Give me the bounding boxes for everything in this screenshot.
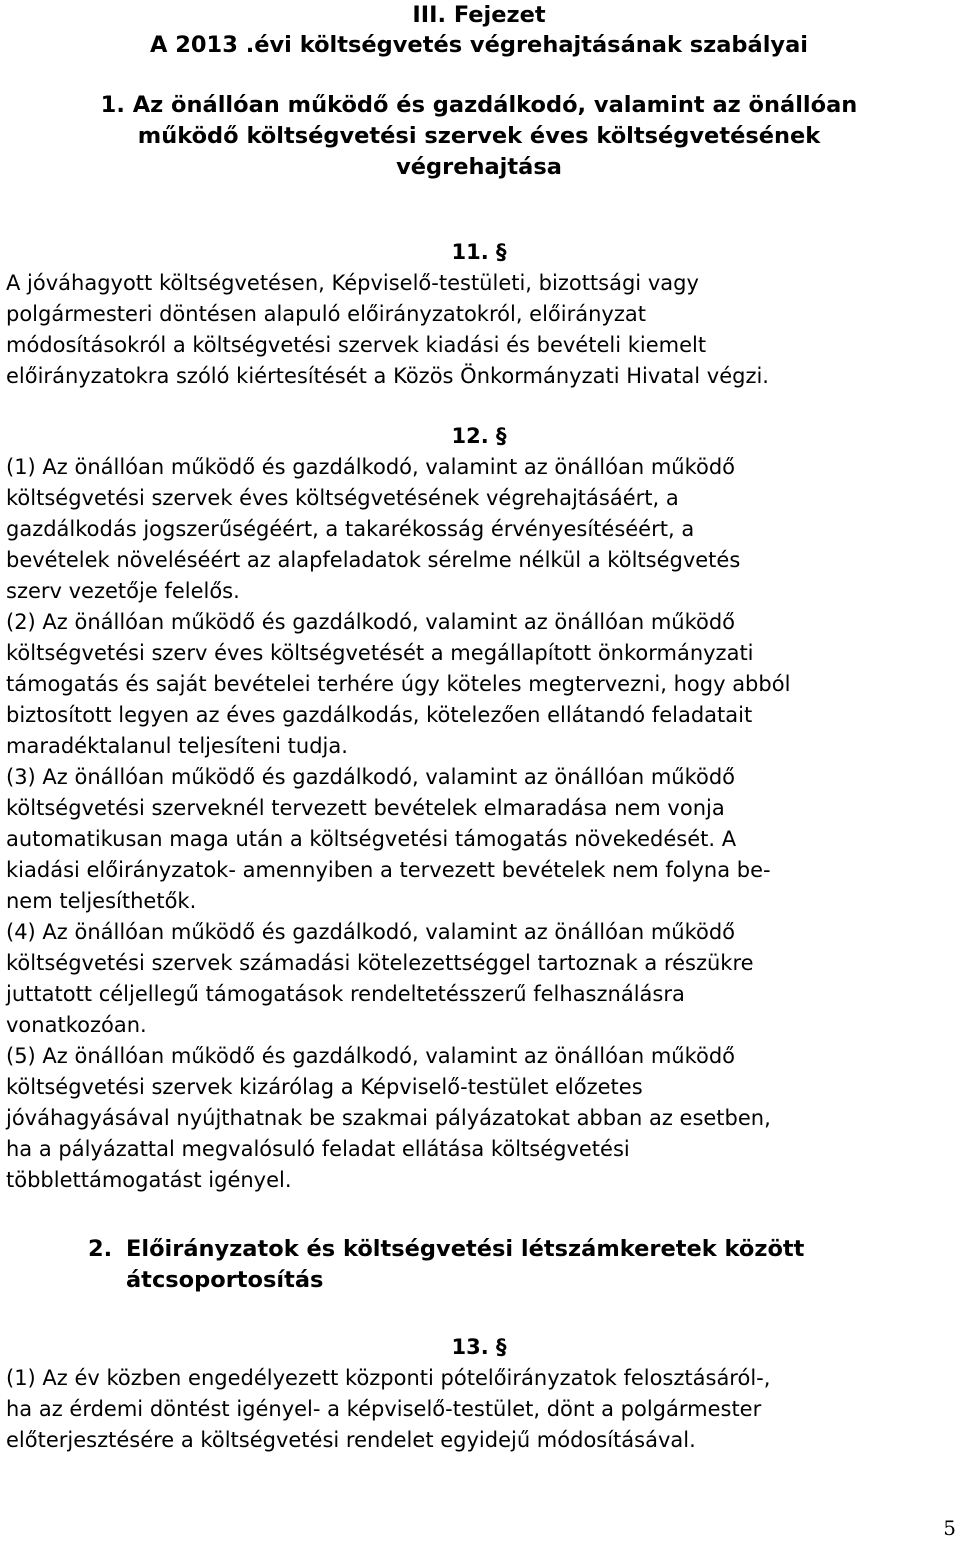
text-line: bevételek növeléséért az alapfeladatok sérelme nélkül a költségvetés (6, 548, 741, 572)
section-number: 13. (451, 1335, 489, 1359)
text-line: (2) Az önállóan működő és gazdálkodó, valamint az önállóan működő (6, 610, 736, 634)
text-line: költségvetési szerv éves költségvetését a megállapított önkormányzati (6, 641, 754, 665)
text-line: vonatkozóan. (6, 1013, 147, 1037)
text-line: gazdálkodás jogszerűségéért, a takarékosság érvényesítéséért, a (6, 517, 695, 541)
subsection-2-title (126, 1234, 804, 1296)
text-line: költségvetési szervek számadási kötelezettséggel tartoznak a részükre (6, 951, 754, 975)
section-13-number (6, 1332, 952, 1363)
text-line: maradéktalanul teljesíteni tudja. (6, 734, 348, 758)
paragraph-sign: § (496, 424, 507, 448)
text-line: A jóváhagyott költségvetésen, Képviselő-testületi, bizottsági vagy (6, 271, 699, 295)
text-line: juttatott céljellegű támogatások rendeltetésszerű felhasználásra (6, 982, 685, 1006)
section-number: 11. (451, 240, 489, 264)
text-line: (1) Az év közben engedélyezett központi pótelőirányzatok felosztásáról-, (6, 1366, 771, 1390)
paragraph-sign: § (496, 1335, 507, 1359)
text-line: szerv vezetője felelős. (6, 579, 240, 603)
text-line: ha az érdemi döntést igényel- a képviselő-testület, dönt a polgármester (6, 1397, 762, 1421)
section-number: 12. (451, 424, 489, 448)
text-line: támogatás és saját bevételei terhére úgy köteles megtervezni, hogy abból (6, 672, 791, 696)
text-line: többlettámogatást igényel. (6, 1168, 292, 1192)
chapter-subtitle: A 2013 .évi költségvetés végrehajtásának szabályai (150, 32, 808, 58)
section-11-number (6, 237, 952, 268)
text-line: előterjesztésére a költségvetési rendelet egyidejű módosításával. (6, 1428, 696, 1452)
text-line: (1) Az önállóan működő és gazdálkodó, valamint az önállóan működő (6, 455, 736, 479)
chapter-title: III. Fejezet (412, 2, 546, 28)
subsection-1-line: 1. Az önállóan működő és gazdálkodó, valamint az önállóan (100, 92, 858, 118)
section-12-number (6, 421, 952, 452)
paragraph-sign: § (496, 240, 507, 264)
section-11-text (6, 268, 952, 392)
subsection-1-heading (6, 90, 952, 183)
subsection-2-heading (6, 1234, 952, 1296)
text-line: automatikusan maga után a költségvetési támogatás növekedését. A (6, 827, 737, 851)
document-page (6, 0, 952, 1456)
section-12 (6, 421, 952, 1196)
page-number: 5 (943, 1516, 956, 1540)
text-line: biztosított legyen az éves gazdálkodás, kötelezően ellátandó feladatait (6, 703, 753, 727)
text-line: jóváhagyásával nyújthatnak be szakmai pályázatokat abban az esetben, (6, 1106, 771, 1130)
text-line: (5) Az önállóan működő és gazdálkodó, valamint az önállóan működő (6, 1044, 736, 1068)
text-line: (4) Az önállóan működő és gazdálkodó, valamint az önállóan működő (6, 920, 736, 944)
subsection-2-number: 2. (88, 1236, 113, 1262)
subsection-2-line: átcsoportosítás (126, 1267, 324, 1293)
chapter-heading (6, 0, 952, 60)
text-line: polgármesteri döntésen alapuló előirányzatokról, előirányzat (6, 302, 646, 326)
text-line: költségvetési szerveknél tervezett bevételek elmaradása nem vonja (6, 796, 725, 820)
section-13 (6, 1332, 952, 1456)
text-line: kiadási előirányzatok- amennyiben a tervezett bevételek nem folyna be- (6, 858, 771, 882)
text-line: (3) Az önállóan működő és gazdálkodó, valamint az önállóan működő (6, 765, 736, 789)
subsection-2-line: Előirányzatok és költségvetési létszámkeretek között (126, 1236, 805, 1262)
subsection-1-line: működő költségvetési szervek éves költségvetésének (137, 123, 821, 149)
text-line: költségvetési szervek éves költségvetésének végrehajtásáért, a (6, 486, 679, 510)
text-line: költségvetési szervek kizárólag a Képviselő-testület előzetes (6, 1075, 643, 1099)
text-line: előirányzatokra szóló kiértesítését a Közös Önkormányzati Hivatal végzi. (6, 364, 769, 388)
text-line: nem teljesíthetők. (6, 889, 197, 913)
section-11 (6, 237, 952, 392)
text-line: módosításokról a költségvetési szervek kiadási és bevételi kiemelt (6, 333, 707, 357)
subsection-1-line: végrehajtása (396, 154, 562, 180)
text-line: ha a pályázattal megvalósuló feladat ellátása költségvetési (6, 1137, 630, 1161)
section-12-text (6, 452, 952, 1196)
section-13-text (6, 1363, 952, 1456)
